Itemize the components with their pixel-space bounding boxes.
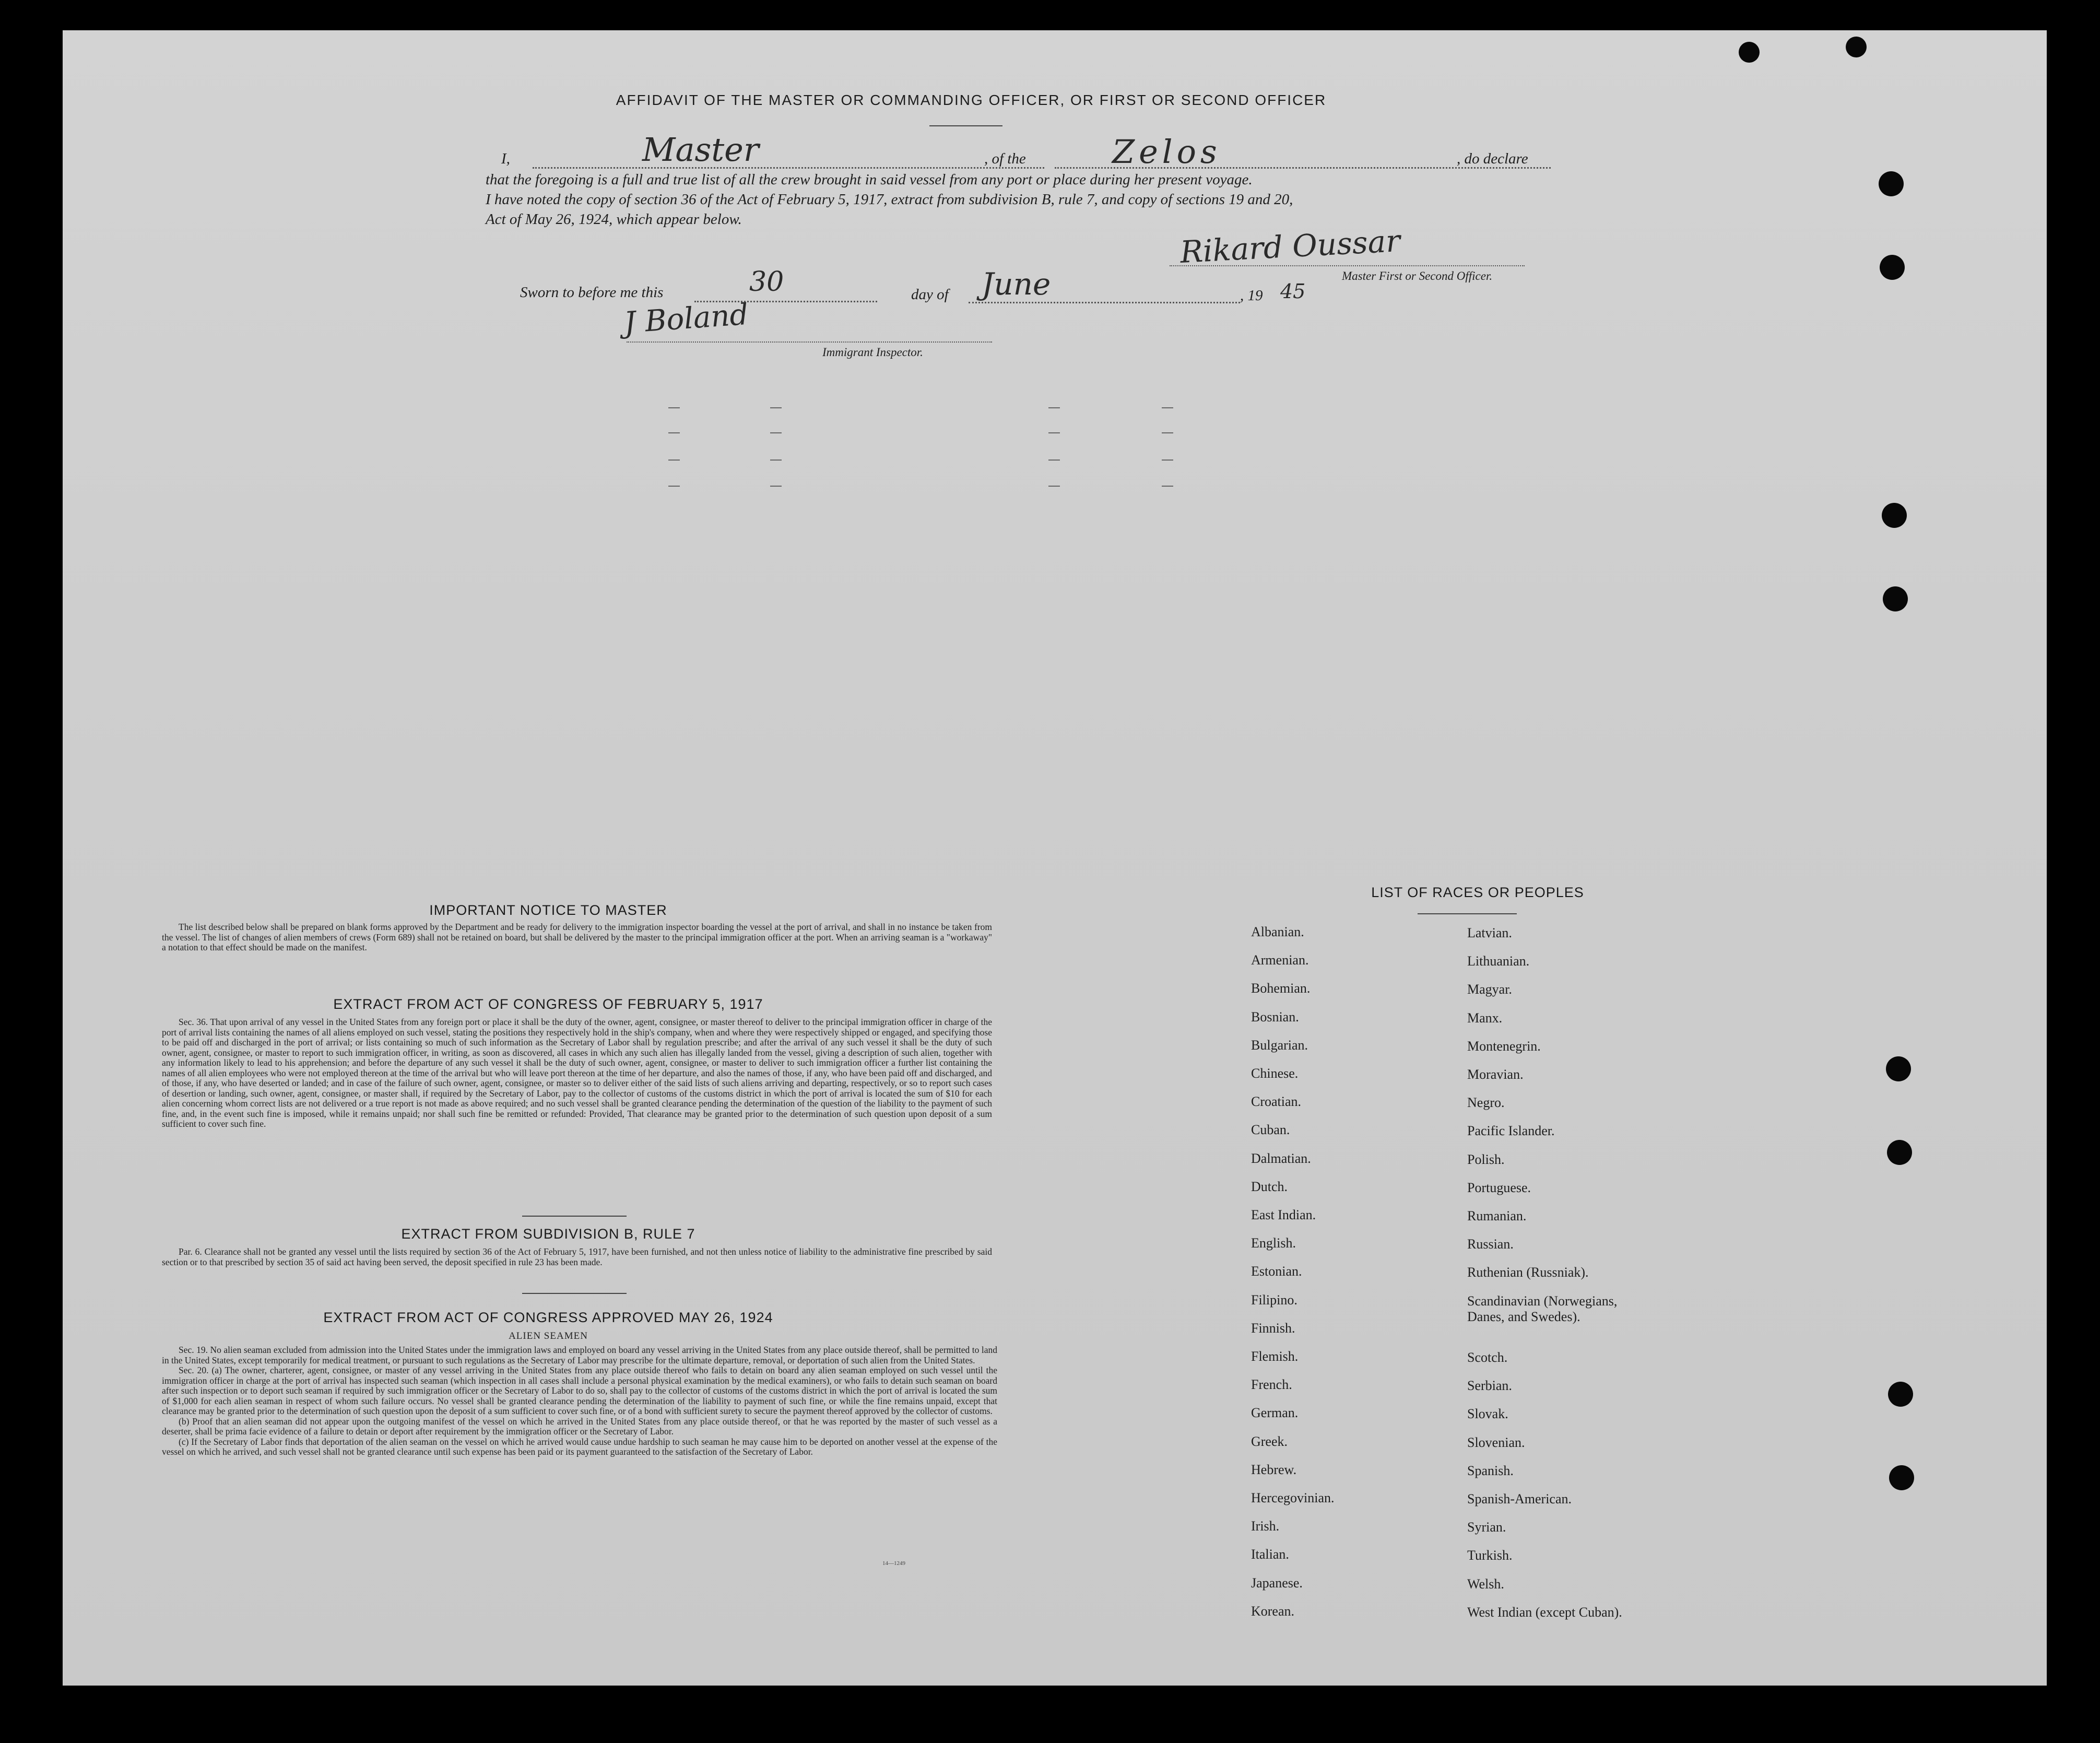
sworn-month-handwritten: June <box>982 266 1051 302</box>
affidavit-i-label: I, <box>501 150 510 167</box>
faint-mark <box>1162 432 1173 433</box>
faint-mark <box>668 407 680 408</box>
race-item: Negro. <box>1467 1095 1505 1111</box>
punch-hole <box>1879 171 1904 196</box>
affidavit-line-2: that the foregoing is a full and true list of all the crew brought in said vessel from any port or place during her present voyage. <box>486 171 1253 188</box>
extract-1917-title: EXTRACT FROM ACT OF CONGRESS OF FEBRUARY 5, 1917 <box>333 996 763 1012</box>
race-item: Latvian. <box>1467 925 1512 940</box>
section-20a-paragraph: Sec. 20. (a) The owner, charterer, agent, consignee, or master of any vessel arriving in the United States from any place outside thereof who fails to detain on board any alien seaman employed on such vessel until the immigration officer in charge at the port of arrival has inspected such seaman (which inspection in all cases shall include a personal physical examination by the medical examiners), or who fails to detain such seaman on board after such inspection or to deport such seaman if required by such immigration officer or the Secretary of Labor to do so, shall pay to the collector of customs of the customs district in which the port of arrival is located the sum of $1,000 for each alien seaman in respect of whom such failure occurs. No vessel shall be granted clearance pending the determination of the liability to payment of such fine, or while the fine remains unpaid, except that clearance may be granted prior to the determination of such question upon the deposit of a sum sufficient to cover such fine, or of a bond with sufficient surety to secure the payment thereof approved by the collector of customs. <box>162 1365 997 1416</box>
race-item: Bohemian. <box>1251 981 1311 996</box>
divider <box>929 125 1002 126</box>
race-item: Finnish. <box>1251 1320 1295 1336</box>
notice-paragraph: The list described below shall be prepared on blank forms approved by the Department and be ready for delivery to the immigration inspector boarding the vessel at the port of arrival, and shall in no instance be taken from the vessel. The list of changes of alien members of crews (Form 689) shall not be retained on board, but shall be delivered by the master to the principal immigration officer at the port. When an arriving seaman is a "workaway" a notation to that effect should be made on the manifest. <box>162 922 992 952</box>
sworn-label: Sworn to before me this <box>520 284 664 301</box>
race-item: Albanian. <box>1251 924 1304 939</box>
punch-hole <box>1889 1465 1914 1490</box>
punch-hole-top-right <box>1846 37 1867 57</box>
race-item: French. <box>1251 1377 1292 1393</box>
faint-mark <box>1162 486 1173 487</box>
race-item: Moravian. <box>1467 1067 1524 1082</box>
race-item: Turkish. <box>1467 1548 1513 1563</box>
race-item: Hebrew. <box>1251 1462 1297 1477</box>
race-item: Spanish. <box>1467 1463 1514 1478</box>
notice-title: IMPORTANT NOTICE TO MASTER <box>429 902 667 918</box>
race-item: Italian. <box>1251 1547 1289 1562</box>
race-item: West Indian (except Cuban). <box>1467 1604 1622 1620</box>
extract-1917-text <box>162 1017 992 1129</box>
race-item: Magyar. <box>1467 982 1512 997</box>
race-item: Flemish. <box>1251 1349 1299 1364</box>
punch-hole <box>1886 1056 1911 1081</box>
race-item: Korean. <box>1251 1603 1295 1619</box>
race-item: Spanish-American. <box>1467 1491 1572 1506</box>
punch-hole-top-left <box>1739 42 1760 63</box>
faint-mark <box>1048 432 1060 433</box>
race-item: Ruthenian (Russniak). <box>1467 1265 1589 1280</box>
race-item: Scotch. <box>1467 1350 1508 1365</box>
punch-hole <box>1883 586 1908 611</box>
inspector-caption: Immigrant Inspector. <box>822 346 923 359</box>
race-item: Scandinavian (Norwegians, Danes, and Swedes). <box>1467 1293 1618 1324</box>
races-title: LIST OF RACES OR PEOPLES <box>1371 885 1584 900</box>
divider <box>522 1216 627 1217</box>
race-item: Rumanian. <box>1467 1208 1527 1223</box>
faint-mark <box>1048 486 1060 487</box>
race-item: Russian. <box>1467 1236 1514 1252</box>
faint-mark <box>770 486 782 487</box>
affidavit-line-3: I have noted the copy of section 36 of the Act of February 5, 1917, extract from subdivision B, rule 7, and copy of sections 19 and 20, <box>486 191 1293 208</box>
subdivision-b-title: EXTRACT FROM SUBDIVISION B, RULE 7 <box>401 1226 695 1242</box>
par-6-paragraph: Par. 6. Clearance shall not be granted any vessel until the lists required by section 36 of the Act of February 5, 1917, have been furnished, and not then unless notice of liability to the administrative fine prescribed by said section or to that prescribed by section 35 of said act having been served, the deposit specified in rule 23 has been made. <box>162 1246 992 1267</box>
race-item: English. <box>1251 1235 1296 1251</box>
section-36-paragraph: Sec. 36. That upon arrival of any vessel in the United States from any foreign port or place it shall be the duty of the owner, agent, consignee, or master thereof to deliver to the principal immigration officer in charge of the port of arrival lists containing the names of all aliens employed on such vessel, stating the positions they respectively hold in the ship's company, when and where they were respectively shipped or engaged, and specifying those to be paid off and discharged in the port of arrival; or lists containing so much of such information as the Secretary of Labor shall by regulation prescribe; and after the arrival of any such vessel it shall be the duty of such owner, agent, consignee, or master to report to such immigration officer, in writing, as soon as discovered, all cases in which any such alien has illegally landed from the vessel, giving a description of such alien, together with any information likely to lead to his apprehension; and before the departure of any such vessel it shall be the duty of such owner, agent, consignee, or master to deliver to such immigration officer a further list containing the names of all alien employees who were not employed thereon at the time of the arrival but who will leave port thereon at the time of her departure, and also the names of those, if any, who have been paid off and discharged, and of those, if any, who have deserted or landed; and in case of the failure of such owner, agent, consignee, or master so to deliver either of the said lists of such aliens arriving and departing, respectively, or so to report such cases of desertion or landing, such owner, agent, consignee, or master shall, if required by the Secretary of Labor, pay to the collector of customs of the customs district in which the port of arrival is located the sum of $10 for each alien concerning whom correct lists are not delivered or a true report is not made as above required; and no such vessel shall be granted clearance pending the determination of the question of the liability to the payment of such fine, and, in the event such fine is imposed, while it remains unpaid; nor shall such fine be remitted or refunded: Provided, That clearance may be granted prior to the determination of such question upon deposit of a sum sufficient to cover such fine. <box>162 1017 992 1129</box>
race-item: Pacific Islander. <box>1467 1123 1555 1139</box>
faint-mark <box>1162 460 1173 461</box>
punch-hole <box>1882 503 1907 528</box>
section-20b-paragraph: (b) Proof that an alien seaman did not appear upon the outgoing manifest of the vessel on which he arrived in the United States from any place outside thereof, or that he was reported by the master of such vessel as a deserter, shall be prima facie evidence of a failure to detain or deport after requirement by the immigration officer or the Secretary of Labor. <box>162 1416 997 1436</box>
race-item: Greek. <box>1251 1433 1288 1449</box>
race-item: Montenegrin. <box>1467 1038 1541 1054</box>
race-item: Bulgarian. <box>1251 1037 1308 1053</box>
inspector-signature: J Boland <box>623 297 750 340</box>
race-item: Polish. <box>1467 1151 1505 1167</box>
race-item: Chinese. <box>1251 1066 1299 1081</box>
race-item: Welsh. <box>1467 1576 1504 1592</box>
race-item: German. <box>1251 1405 1299 1421</box>
divider <box>1418 913 1517 914</box>
master-name-line <box>533 167 1044 169</box>
extract-1924-title: EXTRACT FROM ACT OF CONGRESS APPROVED MAY 26, 1924 <box>323 1310 773 1325</box>
races-left-column <box>1251 924 1449 1655</box>
do-declare-label: , do declare <box>1457 150 1528 167</box>
faint-mark <box>1048 407 1060 408</box>
faint-mark <box>770 460 782 461</box>
race-item: Portuguese. <box>1467 1180 1531 1195</box>
day-of-label: day of <box>911 286 949 303</box>
faint-mark <box>668 432 680 433</box>
races-right-column <box>1467 925 1739 1656</box>
race-item: Filipino. <box>1251 1292 1297 1308</box>
race-item: Japanese. <box>1251 1575 1303 1591</box>
sworn-month-line <box>969 302 1240 303</box>
year-suffix-handwritten: 45 <box>1280 280 1306 303</box>
punch-hole <box>1888 1382 1913 1407</box>
vessel-name-handwritten: Zelos <box>1112 133 1221 171</box>
race-item: Armenian. <box>1251 952 1309 968</box>
faint-mark <box>1162 407 1173 408</box>
faint-mark <box>1048 460 1060 461</box>
race-item: Dalmatian. <box>1251 1150 1311 1166</box>
of-the-label: , of the <box>984 150 1026 167</box>
sworn-day-handwritten: 30 <box>749 266 784 298</box>
race-item: Cuban. <box>1251 1122 1290 1138</box>
form-number: 14—1249 <box>882 1560 905 1567</box>
faint-mark <box>668 486 680 487</box>
race-item: Slovenian. <box>1467 1434 1525 1450</box>
race-item: Bosnian. <box>1251 1009 1299 1024</box>
alien-seamen-subtitle: ALIEN SEAMEN <box>509 1330 588 1341</box>
master-signature-line <box>1170 265 1525 266</box>
section-20c-paragraph: (c) If the Secretary of Labor finds that deportation of the alien seaman on the vessel on which he arrived would cause undue hardship to such seaman he may cause him to be deported on another vessel at the expense of the vessel on which he arrived, and such vessel shall not be granted clearance until such expense has been paid or its payment guaranteed to the satisfaction of the Secretary of Labor. <box>162 1436 997 1457</box>
race-item: Syrian. <box>1467 1520 1506 1535</box>
section-19-paragraph: Sec. 19. No alien seaman excluded from admission into the United States under the immigration laws and employed on board any vessel arriving in the United States from any place outside thereof, shall be permitted to land in the United States, except temporarily for medical treatment, or pursuant to such regulations as the Secretary of Labor may prescribe for the ultimate departure, removal, or deportation of such alien from the United States. <box>162 1345 997 1365</box>
year-prefix-label: , 19 <box>1240 287 1263 304</box>
divider <box>522 1293 627 1294</box>
document-page <box>63 30 2047 1686</box>
race-item: Manx. <box>1467 1010 1503 1026</box>
punch-hole <box>1887 1140 1912 1165</box>
race-item: Croatian. <box>1251 1094 1302 1110</box>
race-item: Hercegovinian. <box>1251 1490 1335 1505</box>
subdivision-b-text <box>162 1247 992 1267</box>
affidavit-line-4: Act of May 26, 1924, which appear below. <box>486 211 742 228</box>
affidavit-title: AFFIDAVIT OF THE MASTER OR COMMANDING OFFICER, OR FIRST OR SECOND OFFICER <box>616 92 1327 108</box>
race-item: Serbian. <box>1467 1378 1512 1394</box>
race-item: Dutch. <box>1251 1179 1288 1194</box>
master-name-handwritten: Master <box>642 131 759 169</box>
race-item: Slovak. <box>1467 1406 1508 1422</box>
inspector-signature-line <box>627 341 992 343</box>
race-item: Irish. <box>1251 1518 1280 1534</box>
master-signature: Rikard Oussar <box>1179 223 1401 270</box>
extract-1924-text <box>162 1345 997 1457</box>
race-item: East Indian. <box>1251 1207 1316 1222</box>
faint-mark <box>770 432 782 433</box>
race-item: Estonian. <box>1251 1264 1302 1279</box>
faint-mark <box>668 460 680 461</box>
punch-hole <box>1880 255 1905 280</box>
faint-mark <box>770 407 782 408</box>
race-item: Lithuanian. <box>1467 953 1530 969</box>
notice-text <box>162 922 992 953</box>
master-signature-caption: Master First or Second Officer. <box>1342 269 1493 282</box>
